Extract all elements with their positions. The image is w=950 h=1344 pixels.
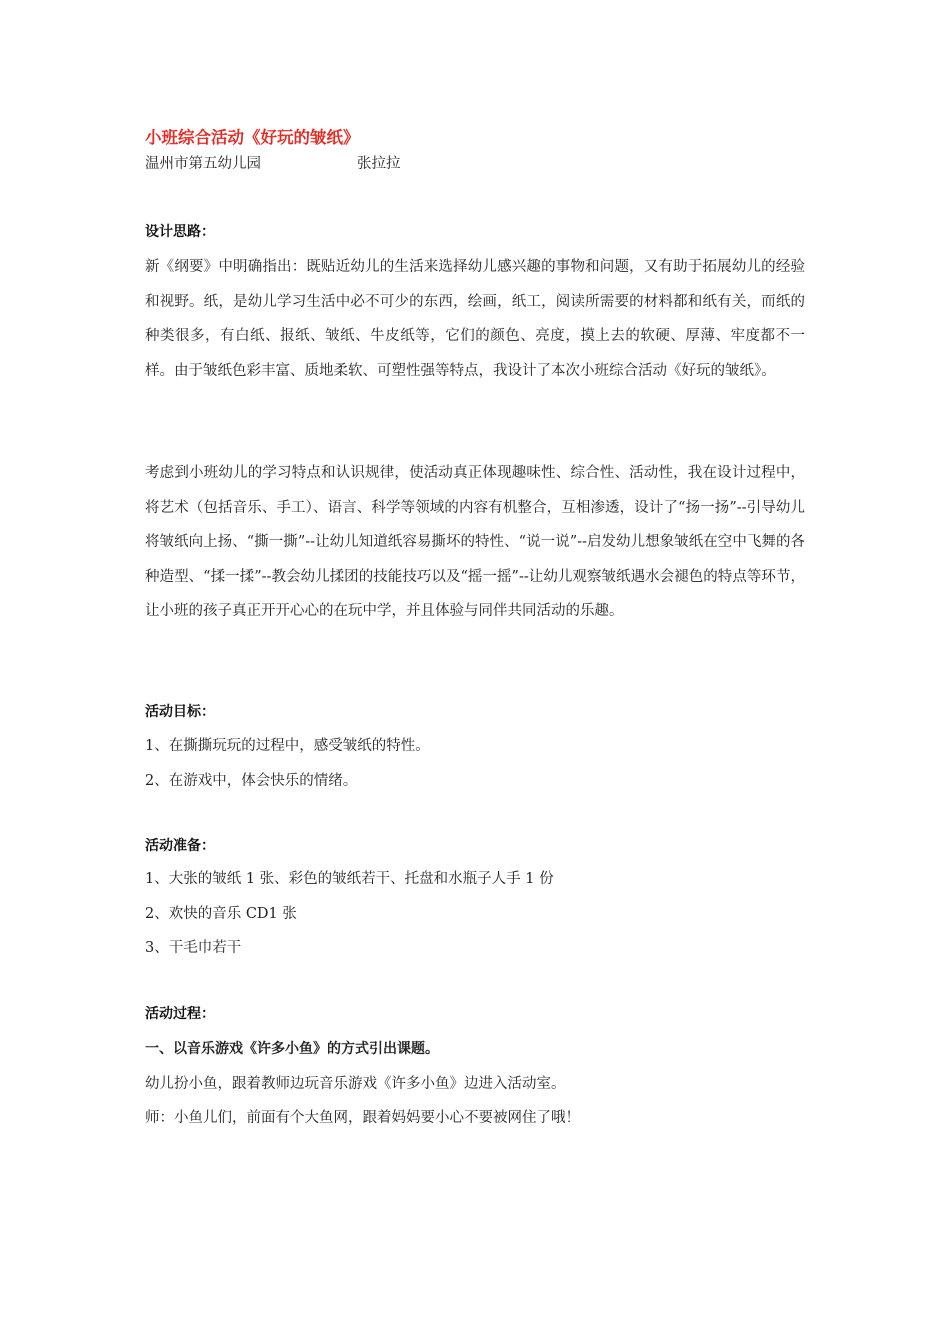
preparation-item: 3、干毛巾若干 [145,940,242,957]
goal-item: 2、在游戏中，体会快乐的情绪。 [145,772,358,789]
design-paragraph-2: 考虑到小班幼儿的学习特点和认识规律，使活动真正体现趣味性、综合性、活动性，我在设计过程中，将艺术（包括音乐、手工）、语言、科学等领域的内容有机整合，互相渗透，设计了“扬一扬”--引导幼儿将皱纸向上扬、“撕一撕”--让幼儿知道纸容易撕坏的特性、“说一说”--启发幼儿想象皱纸在空中飞舞的各种造型、“揉一揉”--教会幼儿揉团的技能技巧以及“摇一摇”--让幼儿观察皱纸遇水会褪色的特点等环节，让小班的孩子真正开开心心的在玩中学，并且体验与同伴共同活动的乐趣。 [145,465,805,620]
byline [145,152,401,173]
goals-section [145,702,805,722]
preparation-list [145,862,805,966]
process-line: 师：小鱼儿们，前面有个大鱼网，跟着妈妈要小心不要被网住了哦！ [145,1110,580,1127]
process-body [145,1032,805,1136]
design-paragraph-1: 新《纲要》中明确指出：既贴近幼儿的生活来选择幼儿感兴趣的事物和问题，又有助于拓展幼儿的经验和视野。纸，是幼儿学习生活中必不可少的东西，绘画，纸工，阅读所需要的材料都和纸有关，而纸的种类很多，有白纸、报纸、皱纸、牛皮纸等，它们的颜色、亮度，摸上去的软硬、厚薄、牢度都不一样。由于皱纸色彩丰富、质地柔软、可塑性强等特点，我设计了本次小班综合活动《好玩的皱纸》。 [145,259,805,379]
design-heading: 设计思路： [145,224,215,240]
process-line: 幼儿扮小鱼，跟着教师边玩音乐游戏《许多小鱼》边进入活动室。 [145,1075,566,1092]
process-section [145,1004,805,1024]
school-name: 温州市第五幼儿园 [145,156,261,172]
goals-list [145,729,805,798]
preparation-heading: 活动准备： [145,838,215,854]
goal-item: 1、在撕撕玩玩的过程中，感受皱纸的特性。 [145,738,430,754]
author-name: 张拉拉 [357,156,401,172]
design-section [145,222,805,242]
design-paragraph-2-block [145,456,805,629]
process-heading: 活动过程： [145,1006,215,1022]
design-paragraph-1-block [145,250,805,388]
preparation-item: 2、欢快的音乐 CD1 张 [145,905,297,922]
preparation-section [145,836,805,856]
goals-heading: 活动目标： [145,704,215,720]
preparation-item: 1、大张的皱纸 1 张、彩色的皱纸若干、托盘和水瓶子人手 1 份 [145,871,554,887]
process-step-1-title: 一、以音乐游戏《许多小鱼》的方式引出课题。 [145,1041,439,1057]
document-title: 小班综合活动《好玩的皱纸》 [145,128,360,147]
